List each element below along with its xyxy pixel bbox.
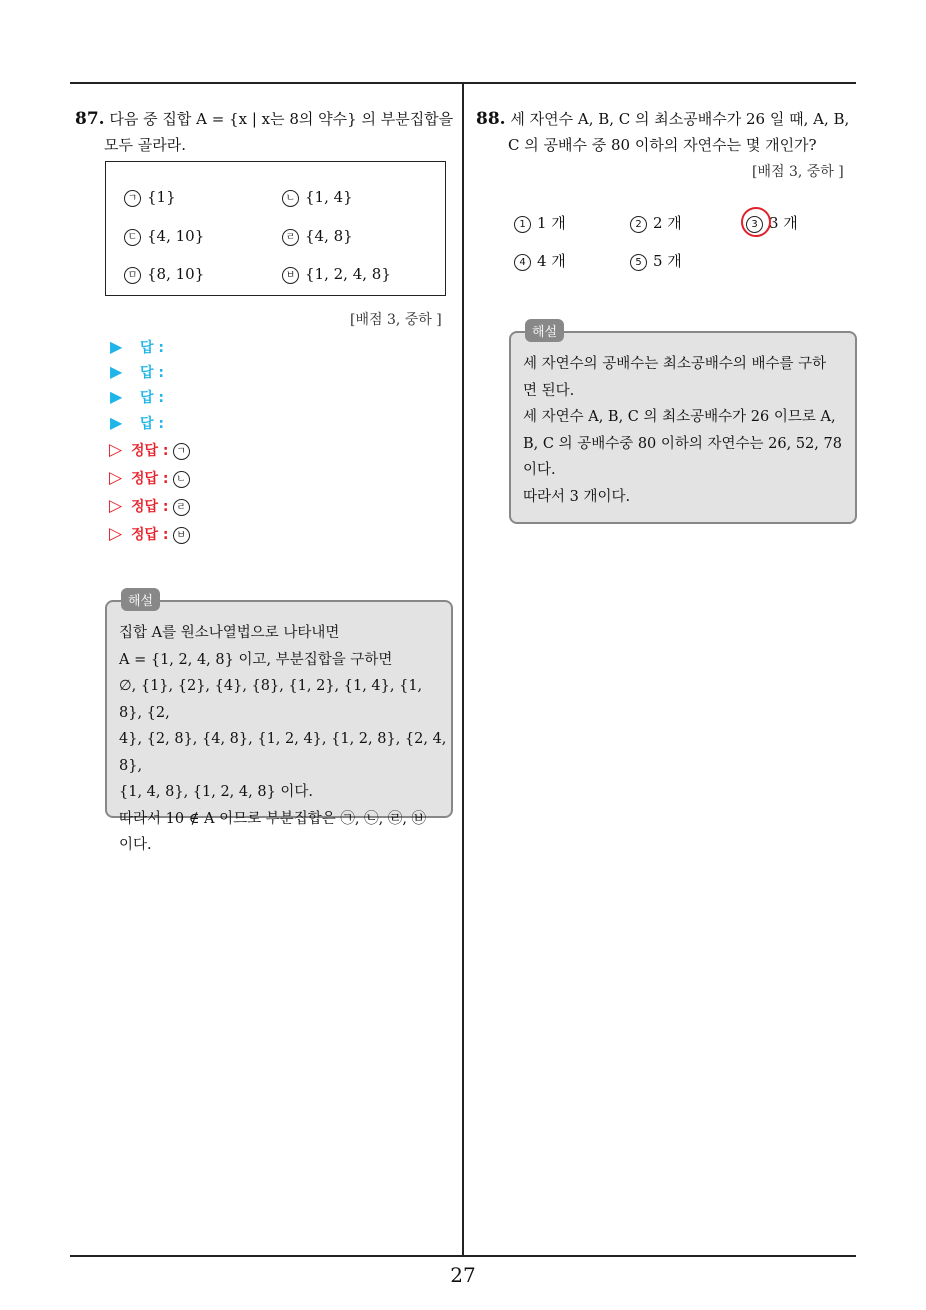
choice-5[interactable] bbox=[630, 250, 682, 271]
explanation-line: 4}, {2, 8}, {4, 8}, {1, 2, 4}, {1, 2, 8}, {2, 4, 8}, bbox=[119, 731, 447, 774]
answer-label: 답 : bbox=[140, 416, 164, 432]
play-icon: ▶ bbox=[110, 337, 123, 356]
selected-answer-circle-icon bbox=[741, 207, 771, 237]
explanation-line: 따라서 10 ∉ A 이므로 부분집합은 ㉠, ㉡, ㉣, ㉥ bbox=[119, 810, 427, 827]
option-mieum bbox=[124, 265, 204, 284]
correct-answer-3 bbox=[109, 496, 196, 516]
option-mark: ㅂ bbox=[282, 267, 299, 284]
answer-label: 답 : bbox=[140, 390, 164, 406]
option-nieun bbox=[282, 188, 353, 207]
explanation-text bbox=[119, 620, 449, 859]
correct-value: ㄱ bbox=[173, 443, 190, 460]
choice-text: 5 개 bbox=[653, 252, 682, 270]
options-box bbox=[105, 161, 446, 296]
correct-value: ㅂ bbox=[173, 527, 190, 544]
correct-value: ㄴ bbox=[173, 471, 190, 488]
choice-text: 3 개 bbox=[769, 214, 798, 232]
option-mark: ㄴ bbox=[282, 190, 299, 207]
choice-text: 4 개 bbox=[537, 252, 566, 270]
question-number: 87. bbox=[75, 109, 105, 129]
bottom-rule bbox=[70, 1255, 856, 1257]
answer-label: 답 : bbox=[140, 365, 164, 381]
option-digeut bbox=[124, 227, 204, 246]
correct-label: 정답 : bbox=[131, 443, 169, 459]
explanation-line: 면 된다. bbox=[523, 382, 575, 399]
answer-line-2 bbox=[110, 362, 164, 382]
choice-mark: 2 bbox=[630, 216, 647, 233]
explanation-line: ∅, {1}, {2}, {4}, {8}, {1, 2}, {1, 4}, {1, 8}, {2, bbox=[119, 678, 423, 721]
explanation-line: 이다. bbox=[523, 462, 556, 478]
option-text: {1} bbox=[147, 188, 176, 206]
option-bieup bbox=[282, 265, 391, 284]
correct-answer-4 bbox=[109, 524, 196, 544]
question-text-line1: 다음 중 집합 A = {x | x는 8의 약수} 의 부분집합을 bbox=[109, 110, 454, 128]
column-divider bbox=[462, 82, 464, 1256]
choice-mark: 5 bbox=[630, 254, 647, 271]
page-number: 27 bbox=[450, 1263, 476, 1287]
option-text: {4, 8} bbox=[305, 227, 353, 245]
explanation-line: 세 자연수 A, B, C 의 최소공배수가 26 이므로 A, bbox=[523, 409, 836, 425]
answer-line-1 bbox=[110, 337, 164, 357]
option-mark: ㄷ bbox=[124, 229, 141, 246]
explanation-line: 집합 A를 원소나열법으로 나타내면 bbox=[119, 625, 340, 641]
explanation-tag: 해설 bbox=[525, 319, 564, 342]
option-giyeok bbox=[124, 188, 176, 207]
choice-mark: 4 bbox=[514, 254, 531, 271]
question-text-line2: C 의 공배수 중 80 이하의 자연수는 몇 개인가? bbox=[508, 136, 817, 154]
play-icon: ▶ bbox=[110, 413, 123, 432]
score-label: [배점 3, 중하 ] bbox=[752, 164, 844, 180]
option-text: {8, 10} bbox=[147, 265, 205, 283]
option-mark: ㄱ bbox=[124, 190, 141, 207]
play-icon: ▶ bbox=[110, 362, 123, 381]
choice-4[interactable] bbox=[514, 250, 566, 271]
question-88 bbox=[476, 106, 861, 132]
answer-line-3 bbox=[110, 387, 164, 407]
choice-1[interactable] bbox=[514, 212, 566, 233]
answer-label: 답 : bbox=[140, 340, 164, 356]
option-rieul bbox=[282, 227, 353, 246]
question-number: 88. bbox=[476, 109, 506, 129]
correct-answer-1 bbox=[109, 440, 196, 460]
play-icon: ▶ bbox=[110, 387, 123, 406]
explanation-box-88 bbox=[509, 325, 857, 524]
outline-triangle-icon: ▷ bbox=[109, 468, 123, 488]
option-text: {4, 10} bbox=[147, 227, 205, 245]
explanation-tag: 해설 bbox=[121, 588, 160, 611]
choice-mark: 3 bbox=[746, 216, 763, 233]
option-mark: ㄹ bbox=[282, 229, 299, 246]
option-text: {1, 2, 4, 8} bbox=[305, 265, 391, 283]
explanation-line: A = {1, 2, 4, 8} 이고, 부분집합을 구하면 bbox=[119, 651, 393, 668]
explanation-line: B, C 의 공배수중 80 이하의 자연수는 26, 52, 78 bbox=[523, 435, 842, 452]
correct-label: 정답 : bbox=[131, 471, 169, 487]
correct-value: ㄹ bbox=[173, 499, 190, 516]
explanation-line: 세 자연수의 공배수는 최소공배수의 배수를 구하 bbox=[523, 356, 827, 372]
explanation-line: {1, 4, 8}, {1, 2, 4, 8} 이다. bbox=[119, 784, 314, 800]
explanation-text bbox=[523, 351, 853, 510]
correct-label: 정답 : bbox=[131, 527, 169, 543]
outline-triangle-icon: ▷ bbox=[109, 496, 123, 516]
choice-text: 1 개 bbox=[537, 214, 566, 232]
question-text-line2: 모두 골라라. bbox=[104, 136, 186, 154]
choice-2[interactable] bbox=[630, 212, 682, 233]
correct-label: 정답 : bbox=[131, 499, 169, 515]
option-mark: ㅁ bbox=[124, 267, 141, 284]
choice-text: 2 개 bbox=[653, 214, 682, 232]
question-87 bbox=[75, 106, 460, 132]
question-text-line1: 세 자연수 A, B, C 의 최소공배수가 26 일 때, A, B, bbox=[510, 110, 850, 128]
outline-triangle-icon: ▷ bbox=[109, 524, 123, 544]
answer-line-4 bbox=[110, 413, 164, 433]
score-label: [배점 3, 중하 ] bbox=[350, 312, 442, 328]
option-text: {1, 4} bbox=[305, 188, 353, 206]
explanation-box-87 bbox=[105, 594, 453, 853]
explanation-line: 이다. bbox=[119, 837, 152, 853]
outline-triangle-icon: ▷ bbox=[109, 440, 123, 460]
correct-answer-2 bbox=[109, 468, 196, 488]
choice-mark: 1 bbox=[514, 216, 531, 233]
explanation-line: 따라서 3 개이다. bbox=[523, 488, 631, 505]
